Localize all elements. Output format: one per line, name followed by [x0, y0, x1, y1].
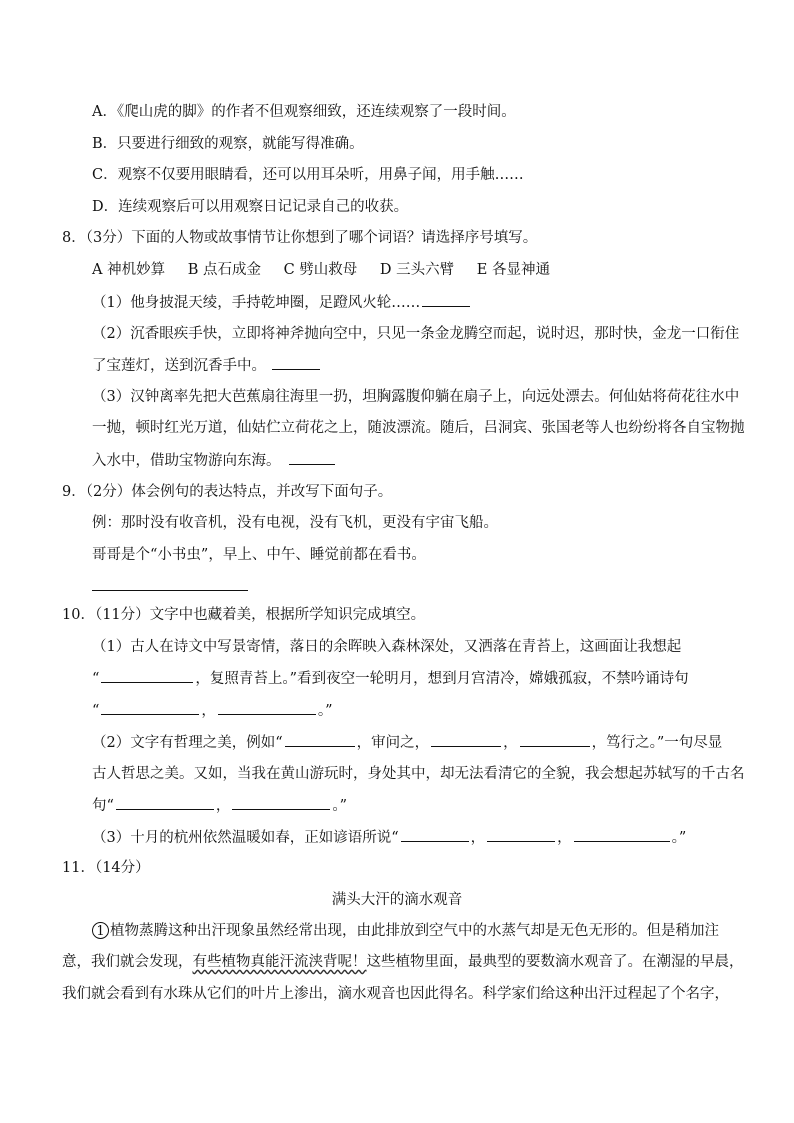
q7-option-a: A．《爬山虎的脚》的作者不但观察细致，还连续观察了一段时间。: [92, 104, 516, 120]
comma: ，: [557, 830, 572, 846]
answer-blank[interactable]: [101, 668, 193, 683]
q10-p2-line2: 古人哲思之美。又如，当我在黄山游玩时，身处其中，却无法看清它的全貌，我会想起苏轼写的千古名: [92, 766, 745, 782]
q8-choice-d: D 三头六臂: [379, 262, 455, 278]
q8-choice-b: B 点石成金: [187, 262, 261, 278]
q9-answer-line[interactable]: [92, 576, 248, 597]
q10-p2-text-b: ，审问之，: [356, 735, 430, 751]
q9-example: 例：那时没有收音机，没有电视，没有飞机，更没有宇宙飞船。: [92, 515, 498, 531]
answer-blank[interactable]: [101, 700, 199, 715]
wavy-underlined-sentence: 有些植物真能汗流浃背呢！: [192, 954, 367, 970]
q7-option-b: B．只要进行细致的观察，就能写得准确。: [92, 136, 364, 152]
passage-line1-text: 植物蒸腾这种出汗现象虽然经常出现，由此排放到空气中的水蒸气却是无色无形的。但是稍加注: [110, 923, 719, 939]
q7-option-c: C．观察不仅要用眼睛看，还可以用耳朵听，用鼻子闻，用手触……: [92, 167, 524, 183]
answer-blank[interactable]: [520, 732, 590, 747]
q8-item-3-line1: （3）汉钟离率先把大芭蕉扇往海里一扔，坦胸露腹仰躺在扇子上，向远处漂去。何仙姑将荷花往水中: [92, 389, 740, 405]
answer-blank[interactable]: [218, 700, 316, 715]
passage-line3: 我们就会看到有水珠从它们的叶片上渗出，滴水观音也因此得名。科学家们给这种出汗过程起了个名字，: [62, 986, 729, 1002]
q8-item-3-text: 入水中，借助宝物游向东海。: [92, 453, 281, 469]
q7-option-d: D．连续观察后可以用观察日记记录自己的收获。: [92, 199, 409, 215]
q8-item-2-line2: [92, 355, 322, 376]
comma: ，: [470, 830, 486, 846]
q10-p1-line2: [92, 668, 689, 689]
q10-p1-line2-text: ，复照青苔上。”看到夜空一轮明月，想到月宫清冷，嫦娥孤寂，不禁吟诵诗句: [195, 671, 689, 687]
answer-blank[interactable]: [116, 795, 214, 810]
quote-close: 。”: [332, 798, 348, 814]
q8-choices: [92, 260, 568, 280]
q9-header: 9．（2分）体会例句的表达特点，并改写下面句子。: [62, 484, 393, 500]
q10-header: 10．（11分）文字中也藏着美，根据所学知识完成填空。: [62, 607, 426, 623]
answer-blank[interactable]: [285, 732, 355, 747]
q8-item-1: [92, 292, 472, 313]
paragraph-number: 1: [92, 922, 109, 939]
q10-p2-text-a: （2）文字有哲理之美，例如“: [92, 735, 283, 751]
quote-close: 。”: [317, 703, 333, 719]
q10-p1-line1: （1）古人在诗文中写景寄情，落日的余晖映入森林深处，又洒落在青苔上，这画面让我想起: [92, 639, 682, 655]
passage-title-text: 满头大汗的滴水观音: [331, 892, 463, 908]
answer-blank[interactable]: [487, 827, 555, 842]
answer-blank[interactable]: [92, 576, 248, 591]
passage-line2: [62, 952, 744, 972]
q8-item-3-line2: 一抛，顿时红光万道，仙姑伫立荷花之上，随波漂流。随后，吕洞宾、张国老等人也纷纷将各自宝物抛: [92, 420, 745, 436]
comma: ，: [201, 703, 216, 719]
q9-sentence: 哥哥是个“小书虫”，早上、中午、睡觉前都在看书。: [92, 547, 426, 563]
q8-item-2-line1: （2）沉香眼疾手快，立即将神斧抛向空中，只见一条金龙腾空而起，说时迟，那时快，金龙一口衔住: [92, 326, 740, 342]
passage-line2-text-a: 意，我们就会发现，: [62, 954, 193, 970]
q11-header: 11．（14分）: [62, 860, 150, 876]
passage-line2-text-b: 这些植物里面，最典型的要数滴水观音了。在潮湿的早晨，: [366, 954, 744, 970]
quote-open: “: [92, 671, 100, 687]
q8-item-3-line3: [92, 450, 337, 471]
answer-blank[interactable]: [431, 732, 501, 747]
q8-item-2-text: 了宝莲灯，送到沉香手中。: [92, 358, 266, 374]
q10-p2-line1: [92, 732, 722, 753]
q8-choice-e: E 各显神通: [476, 262, 550, 278]
passage-title: [0, 890, 794, 910]
quote-close: 。”: [671, 830, 687, 846]
answer-blank[interactable]: [401, 827, 469, 842]
passage-line1: [92, 921, 719, 941]
answer-blank[interactable]: [289, 450, 335, 465]
answer-blank[interactable]: [422, 292, 470, 307]
quote-open: “: [92, 703, 100, 719]
answer-blank[interactable]: [574, 827, 670, 842]
q8-choice-a: A 神机妙算: [92, 262, 166, 278]
q8-header: 8．（3分）下面的人物或故事情节让你想到了哪个词语？请选择序号填写。: [62, 230, 538, 246]
q8-choice-c: C 劈山救母: [283, 262, 358, 278]
q10-p1-line3: [92, 700, 333, 721]
answer-blank[interactable]: [272, 355, 320, 370]
comma: ，: [215, 798, 231, 814]
q8-item-1-text: （1）他身披混天绫，手持乾坤圈，足蹬风火轮……: [92, 295, 421, 311]
q10-p2-line3: [92, 795, 347, 816]
comma: ，: [503, 735, 518, 751]
q10-p2-text-d: ，笃行之。”一句尽显: [591, 735, 723, 751]
q10-p3-line: [92, 827, 686, 848]
answer-blank[interactable]: [232, 795, 330, 810]
q10-p3-text-a: （3）十月的杭州依然温暖如春，正如谚语所说“: [92, 830, 399, 846]
q10-p2-line3-text-a: 句“: [92, 798, 114, 814]
